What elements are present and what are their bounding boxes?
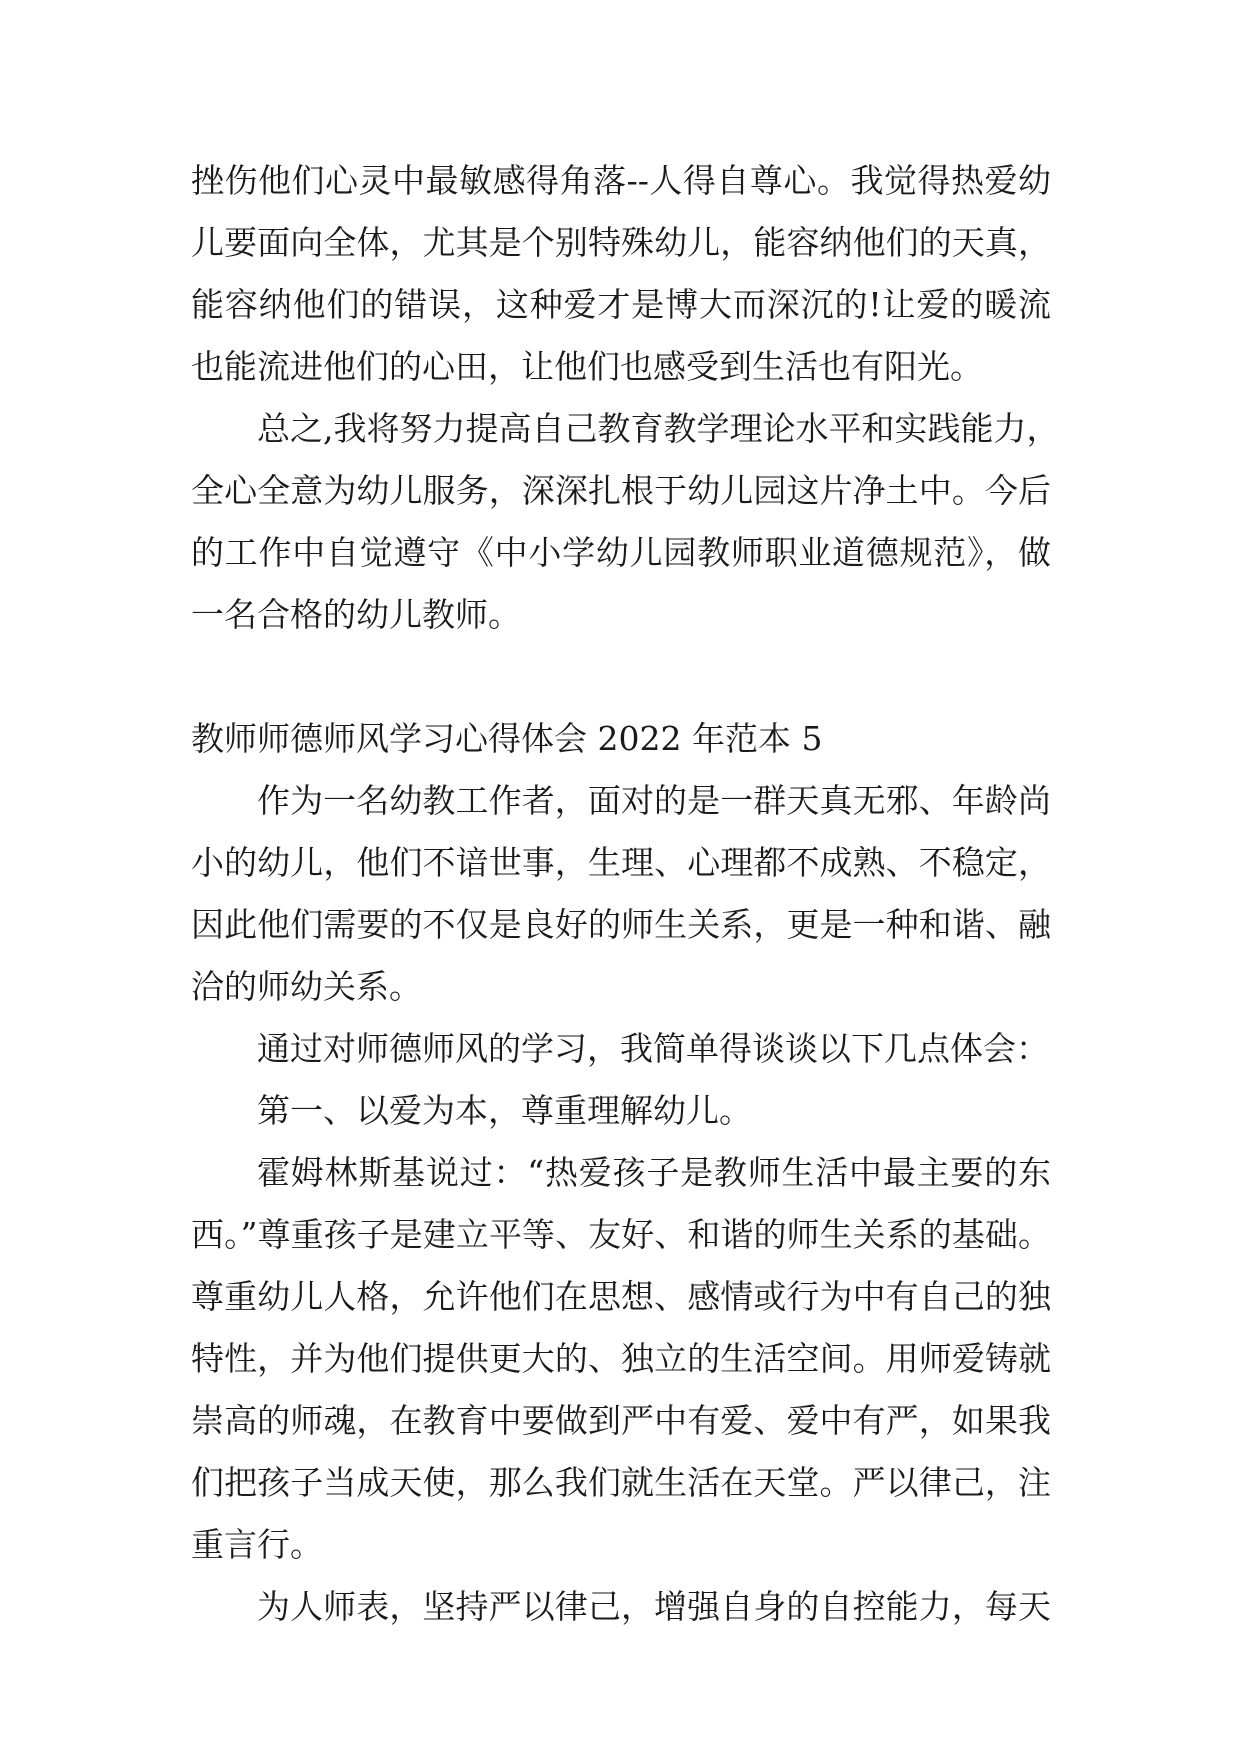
text-line: 尊重幼儿人格，允许他们在思想、感情或行为中有自己的独 [191,1277,1051,1316]
document-body [191,150,1060,1638]
text-line: 的工作中自觉遵守《中小学幼儿园教师职业道德规范》，做 [191,533,1051,572]
paragraph-2 [191,398,1060,646]
text-line: 为人师表，坚持严以律己，增强自身的自控能力，每天 [257,1587,1051,1626]
text-line: 总之,我将努力提高自己教育教学理论水平和实践能力， [257,409,1060,448]
paragraph-4 [191,1018,1051,1080]
text-line: 儿要面向全体，尤其是个别特殊幼儿，能容纳他们的天真， [191,223,1051,262]
text-line: 也能流进他们的心田，让他们也感受到生活也有阳光。 [191,347,983,386]
text-line: 能容纳他们的错误，这种爱才是博大而深沉的!让爱的暖流 [191,285,1051,324]
text-line: 们把孩子当成天使，那么我们就生活在天堂。严以律己，注 [191,1463,1051,1502]
text-line: 洽的师幼关系。 [191,967,422,1006]
text-line: 通过对师德师风的学习，我简单得谈谈以下几点体会： [257,1029,1049,1068]
blank-line [191,646,1051,708]
text-line: 崇高的师魂，在教育中要做到严中有爱、爱中有严，如果我 [191,1401,1051,1440]
text-line: 小的幼儿，他们不谙世事，生理、心理都不成熟、不稳定， [191,843,1051,882]
paragraph-3 [191,770,1051,1018]
text-line: 全心全意为幼儿服务，深深扎根于幼儿园这片净土中。今后 [191,471,1051,510]
paragraph-5 [191,1080,1051,1142]
text-line: 西。”尊重孩子是建立平等、友好、和谐的师生关系的基础。 [191,1215,1051,1254]
text-line: 第一、以爱为本，尊重理解幼儿。 [257,1091,752,1130]
text-line: 霍姆林斯基说过：“热爱孩子是教师生活中最主要的东 [257,1153,1051,1192]
paragraph-1 [191,150,1051,398]
section-title: 教师师德师风学习心得体会 2022 年范本 5 [191,719,823,758]
paragraph-7 [191,1576,1051,1638]
text-line: 特性，并为他们提供更大的、独立的生活空间。用师爱铸就 [191,1339,1051,1378]
text-line: 重言行。 [191,1525,323,1564]
text-line: 因此他们需要的不仅是良好的师生关系，更是一种和谐、融 [191,905,1051,944]
paragraph-6 [191,1142,1051,1576]
text-line: 一名合格的幼儿教师。 [191,595,521,634]
text-line: 挫伤他们心灵中最敏感得角落--人得自尊心。我觉得热爱幼 [191,161,1051,200]
text-line: 作为一名幼教工作者，面对的是一群天真无邪、年龄尚 [257,781,1051,820]
